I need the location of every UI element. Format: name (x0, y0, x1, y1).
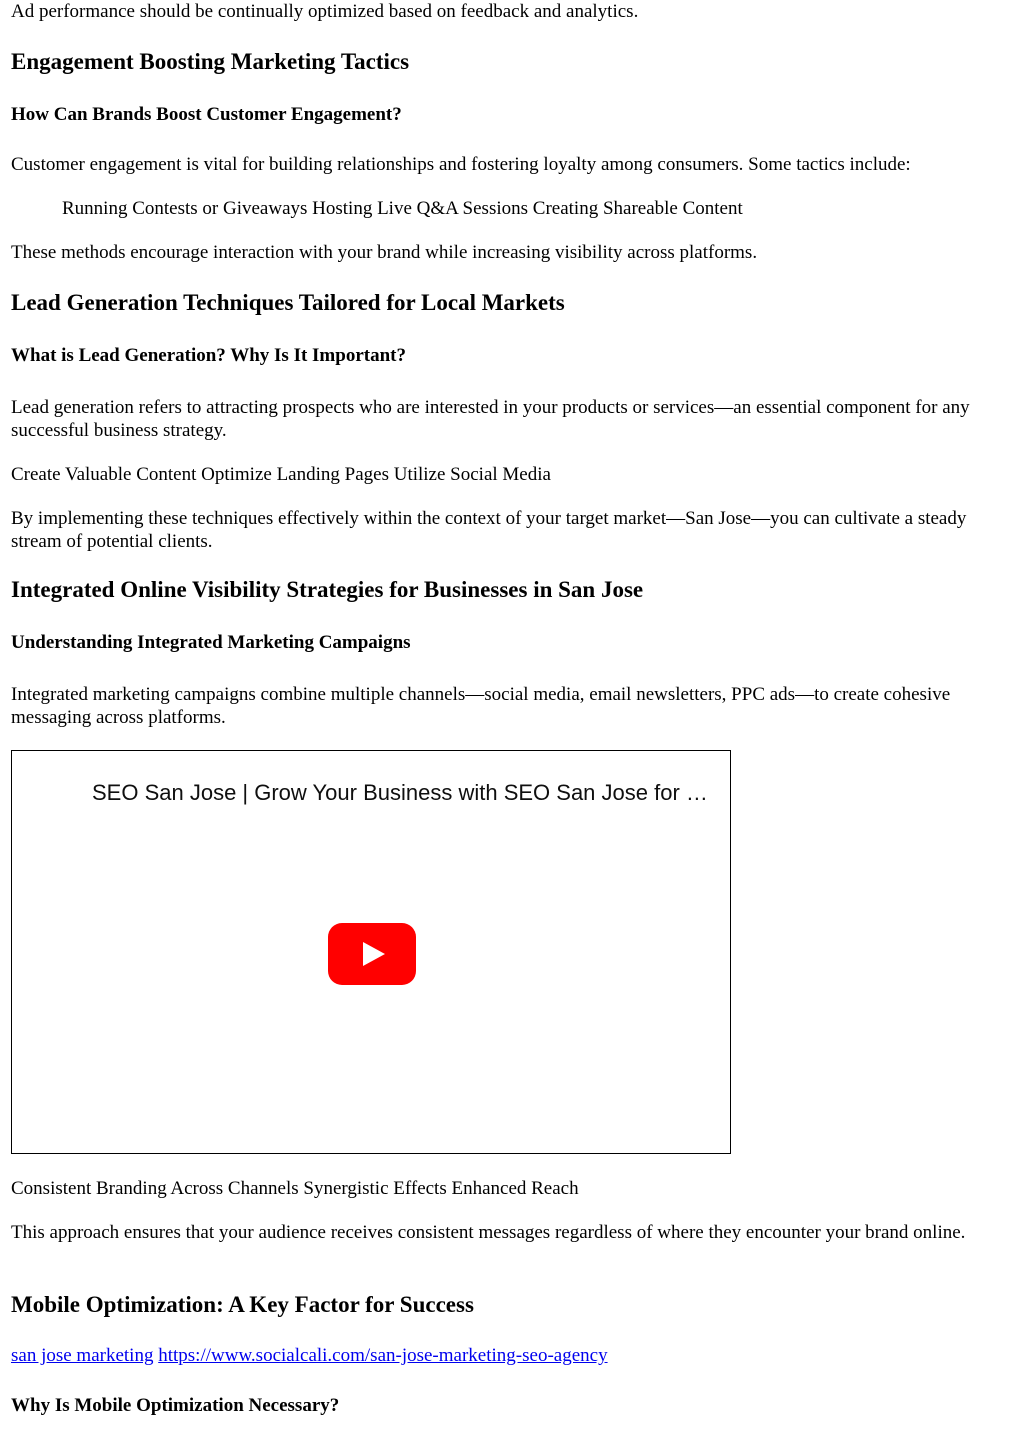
video-title[interactable]: SEO San Jose | Grow Your Business with SEO San Jose for … (92, 780, 708, 805)
play-icon (328, 923, 416, 985)
heading-mobile-optimization: Mobile Optimization: A Key Factor for Success (11, 1292, 474, 1317)
paragraph-approach: This approach ensures that your audience receives consistent messages regardless of where they encounter your brand online. (11, 1222, 966, 1243)
paragraph-implementing: By implementing these techniques effectively within the context of your target market—San Jose—you can cultivate a steady stream of potential clients. (11, 508, 967, 552)
video-embed[interactable] (11, 750, 731, 1154)
heading-integrated-visibility: Integrated Online Visibility Strategies for Businesses in San Jose (11, 577, 644, 602)
link-san-jose-marketing[interactable]: san jose marketing (11, 1345, 154, 1366)
subheading-what-is-lead-generation: What is Lead Generation? Why Is It Important? (11, 345, 406, 366)
list-branding-effects: Consistent Branding Across Channels Synergistic Effects Enhanced Reach (11, 1178, 579, 1199)
paragraph-ad-performance: Ad performance should be continually optimized based on feedback and analytics. (11, 1, 639, 22)
paragraph-lead-refers: Lead generation refers to attracting prospects who are interested in your products or services—an essential component for any successful business strategy. (11, 397, 970, 441)
subheading-why-mobile: Why Is Mobile Optimization Necessary? (11, 1395, 340, 1416)
subheading-boost-engagement: How Can Brands Boost Customer Engagement? (11, 104, 402, 125)
list-engagement-tactics: Running Contests or Giveaways Hosting Live Q&A Sessions Creating Shareable Content (62, 198, 743, 219)
subheading-integrated-campaigns: Understanding Integrated Marketing Campaigns (11, 632, 411, 653)
paragraph-engagement-vital: Customer engagement is vital for building relationships and fostering loyalty among consumers. Some tactics include: (11, 154, 911, 175)
paragraph-methods: These methods encourage interaction with your brand while increasing visibility across platforms. (11, 242, 758, 263)
link-line (11, 1344, 608, 1367)
list-lead-techniques: Create Valuable Content Optimize Landing Pages Utilize Social Media (11, 464, 551, 485)
link-socialcali-url[interactable]: https://www.socialcali.com/san-jose-marketing-seo-agency (158, 1345, 608, 1366)
heading-lead-generation: Lead Generation Techniques Tailored for Local Markets (11, 290, 565, 315)
paragraph-integrated-campaigns: Integrated marketing campaigns combine multiple channels—social media, email newsletters, PPC ads—to create cohesive messaging across platforms. (11, 684, 951, 728)
play-button[interactable] (328, 923, 416, 985)
heading-engagement-tactics: Engagement Boosting Marketing Tactics (11, 49, 410, 74)
